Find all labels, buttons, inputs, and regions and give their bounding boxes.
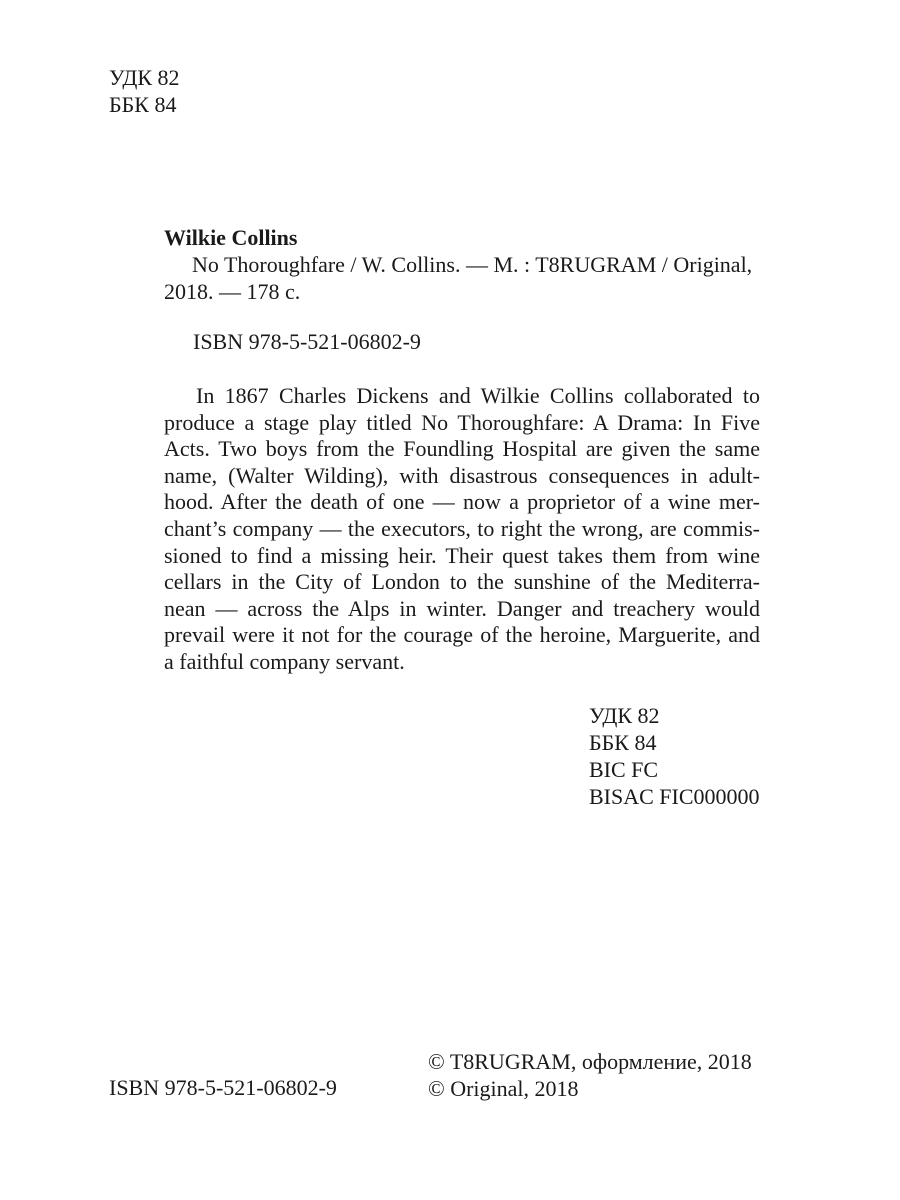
annotation-line: hood. After the death of one — now a proprietor of a wine mer- bbox=[164, 489, 760, 515]
annotation-line: chant’s company — the executors, to right the wrong, are commis- bbox=[164, 515, 760, 541]
copyright-notice bbox=[428, 1048, 752, 1102]
annotation-line: Acts. Two boys from the Foundling Hospital are given the same bbox=[164, 436, 760, 462]
annotation-line: name, (Walter Wilding), with disastrous consequences in adult- bbox=[164, 462, 760, 488]
annotation bbox=[164, 383, 760, 676]
copyright-line-2: © Original, 2018 bbox=[428, 1076, 579, 1101]
annotation-line: nean — across the Alps in winter. Danger and treachery would bbox=[164, 595, 760, 621]
annotation-line: In 1867 Charles Dickens and Wilkie Collins collaborated to bbox=[196, 383, 760, 408]
annotation-line: produce a stage play titled No Thoroughfare: A Drama: In Five bbox=[164, 409, 760, 435]
annotation-line: prevail were it not for the courage of the heroine, Marguerite, and bbox=[164, 622, 760, 648]
top-udk-code: УДК 82 bbox=[109, 65, 180, 90]
bibliographic-record bbox=[164, 224, 764, 305]
bisac-code: BISAC FIC000000 bbox=[589, 784, 760, 809]
copyright-line-1: © T8RUGRAM, оформление, 2018 bbox=[428, 1049, 752, 1074]
top-bbk-code: ББК 84 bbox=[109, 92, 177, 117]
annotation-line: cellars in the City of London to the sunshine of the Mediterra- bbox=[164, 569, 760, 595]
udk-code: УДК 82 bbox=[589, 703, 660, 728]
bibliographic-description-line-1: No Thoroughfare / W. Collins. — M. : T8RUGRAM / Original, bbox=[192, 252, 753, 277]
bic-code: BIC FC bbox=[589, 757, 659, 782]
author-name: Wilkie Collins bbox=[164, 225, 298, 250]
isbn-footer: ISBN 978-5-521-06802-9 bbox=[109, 1075, 337, 1100]
classification-codes bbox=[589, 702, 760, 810]
isbn-main: ISBN 978-5-521-06802-9 bbox=[193, 329, 421, 354]
annotation-line: a faithful company servant. bbox=[164, 648, 405, 674]
annotation-line: sioned to find a missing heir. Their quest takes them from wine bbox=[164, 542, 760, 568]
bbk-code: ББК 84 bbox=[589, 730, 657, 755]
bibliographic-description-line-2: 2018. — 178 c. bbox=[164, 279, 301, 304]
top-classification-codes bbox=[109, 64, 180, 118]
